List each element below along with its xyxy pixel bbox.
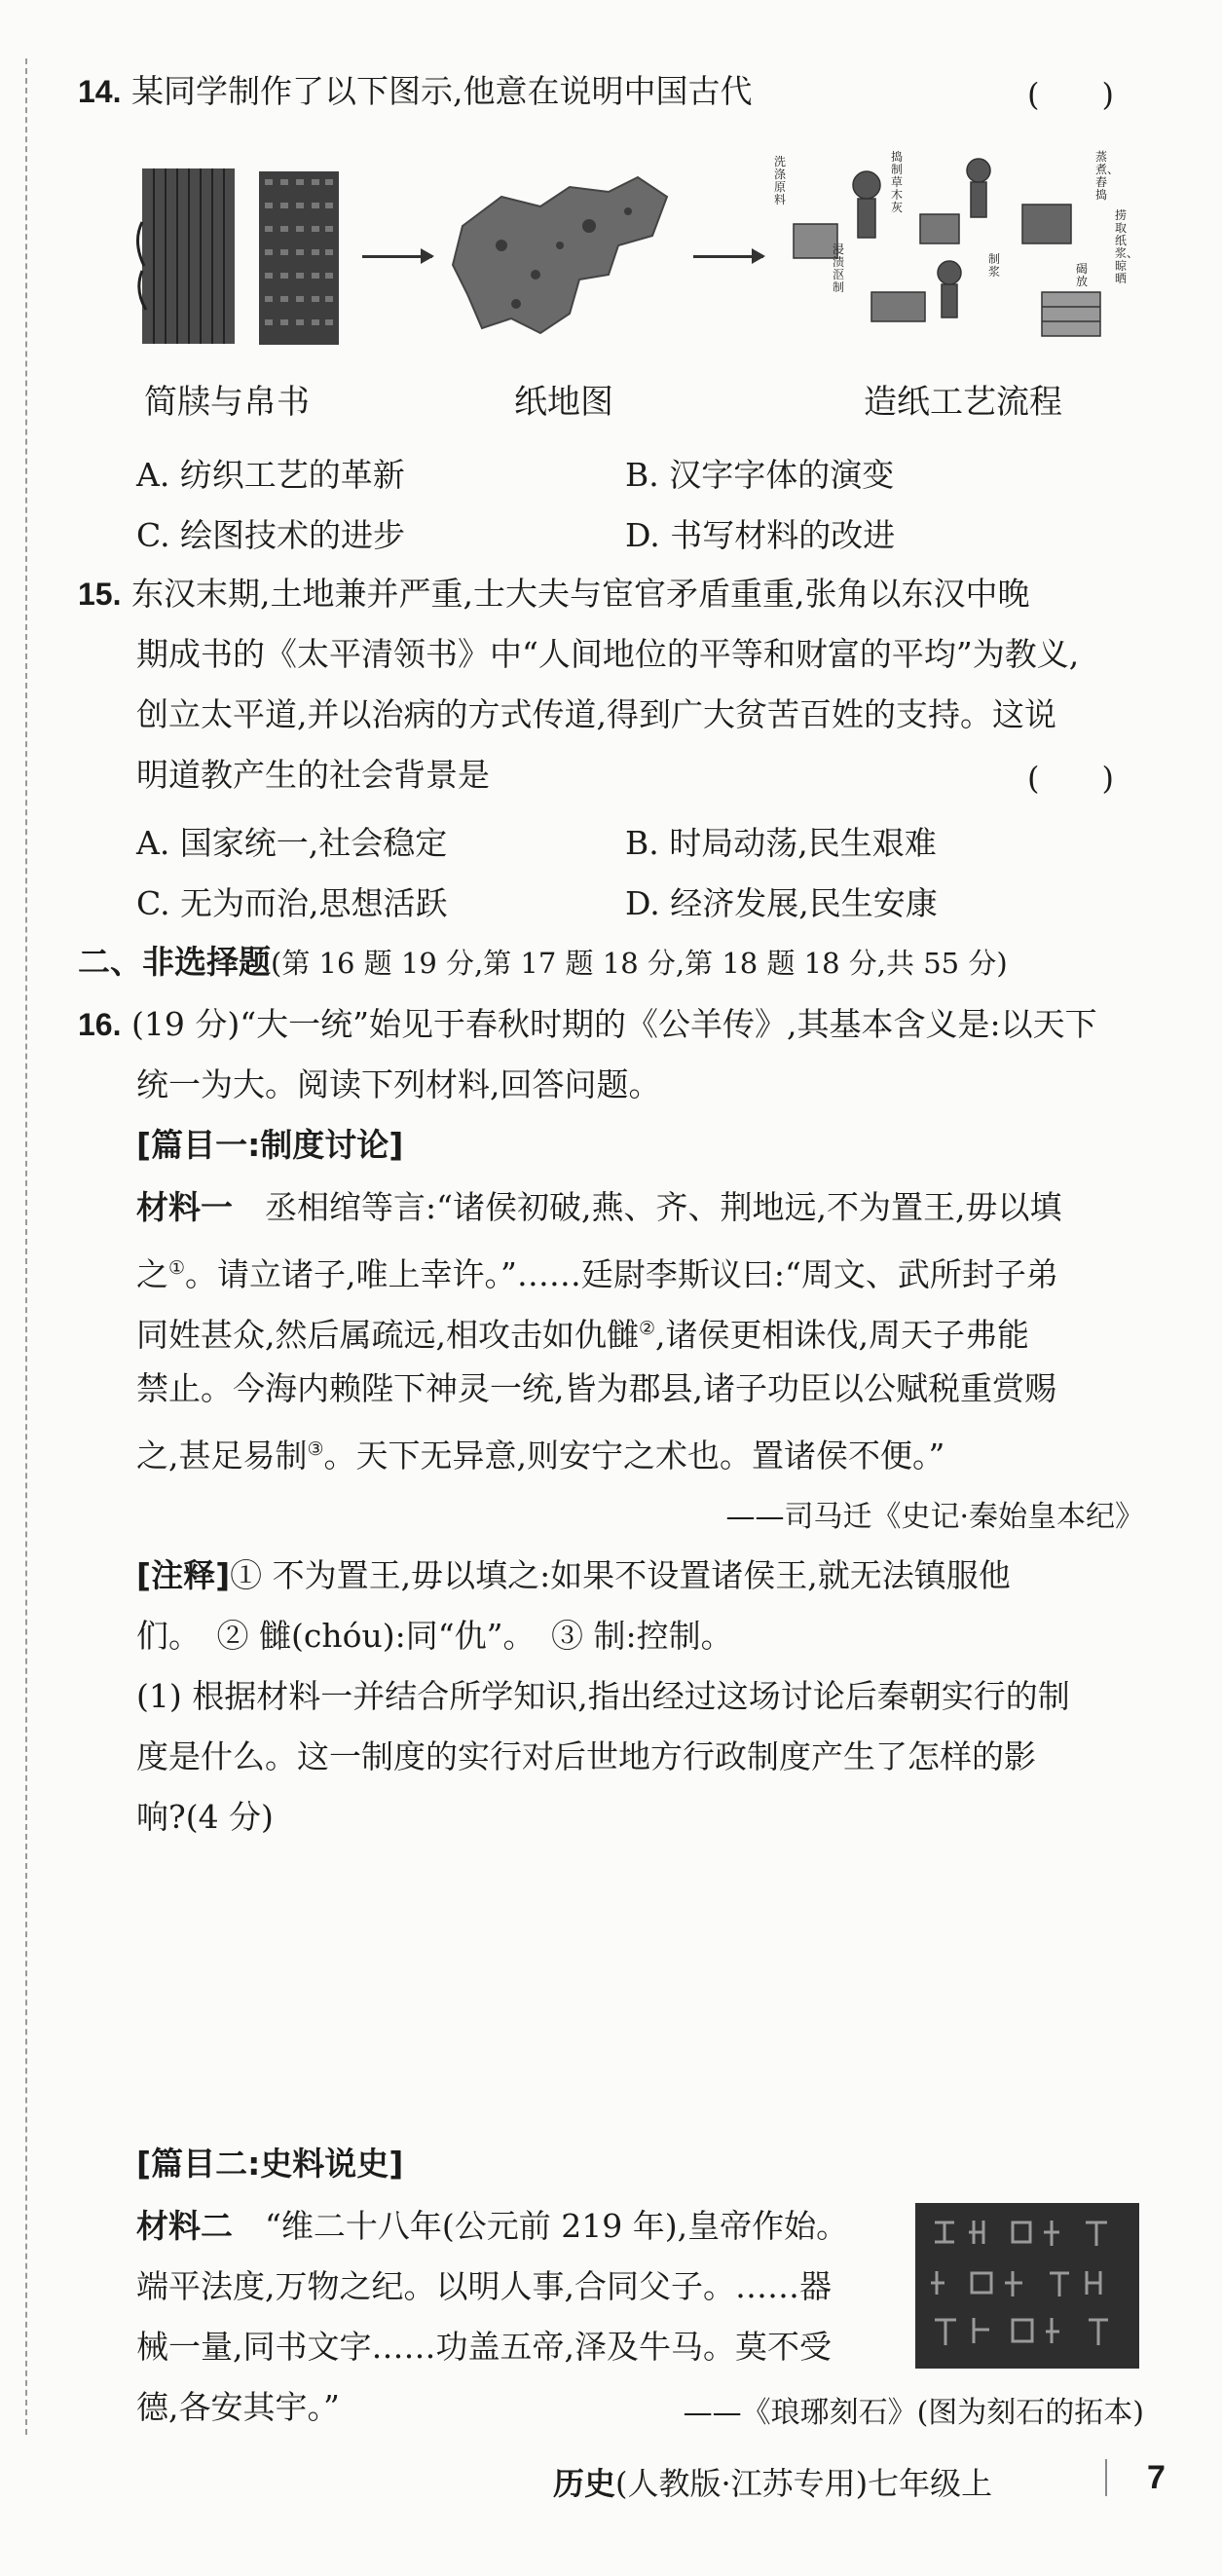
process-label: 捣制草木灰	[891, 150, 904, 214]
q15-line: 创立太平道,并以治病的方式传道,得到广大贫苦百姓的支持。这说	[136, 695, 1056, 733]
material2-line: 械一量,同书文字……功盖五帝,泽及牛马。莫不受	[136, 2328, 832, 2366]
process-label: 蒸煮、舂捣	[1095, 150, 1120, 202]
footer-title: 历史(人教版·江苏专用)七年级上	[553, 2465, 993, 2502]
part2-title: [篇目二:史料说史]	[136, 2145, 404, 2183]
caption-paper-map: 纸地图	[514, 383, 613, 422]
process-label: 洗涤原料	[774, 155, 787, 206]
material1-line: 同姓甚众,然后属疏远,相攻击如仇雠②,诸侯更相诛伐,周天子弗能	[136, 1316, 1030, 1354]
q14-answer-paren: ( )	[1027, 76, 1114, 113]
material1-line: 禁止。今海内赖陛下神灵一统,皆为郡县,诸子功臣以公赋税重赏赐	[136, 1369, 1056, 1407]
process-label: 浸渍沤制	[833, 243, 845, 294]
question1-line: 度是什么。这一制度的实行对后世地方行政制度产生了怎样的影	[136, 1737, 1036, 1775]
material1-line: 之①。请立诸子,唯上幸许。”……廷尉李斯议曰:“周文、武所封子弟	[136, 1255, 1058, 1293]
papermaking-process-figure	[774, 146, 1139, 360]
q15-option-a[interactable]: A. 国家统一,社会稳定	[136, 824, 448, 862]
q15-option-d[interactable]: D. 经济发展,民生安康	[625, 884, 938, 922]
q14-option-d[interactable]: D. 书写材料的改进	[625, 516, 896, 554]
note-line: 们。 ② 雠(chóu):同“仇”。 ③ 制:控制。	[136, 1617, 733, 1655]
process-label: 制浆	[988, 252, 1001, 279]
arrow-right-icon	[362, 255, 432, 258]
binding-dashed-line	[25, 58, 27, 2435]
footnote-ref: ①	[168, 1257, 186, 1279]
footnote-ref: ③	[307, 1438, 324, 1460]
paper-map-figure	[443, 168, 677, 343]
footnote-ref: ②	[638, 1318, 656, 1339]
q15-option-b[interactable]: B. 时局动荡,民生艰难	[625, 824, 937, 862]
note-line: [注释]① 不为置王,毋以填之:如果不设置诸侯王,就无法镇服他	[136, 1556, 1011, 1594]
material2-line: 德,各安其宇。”	[136, 2388, 340, 2426]
q14-option-b[interactable]: B. 汉字字体的演变	[625, 456, 895, 494]
question1-line: (1) 根据材料一并结合所学知识,指出经过这场讨论后秦朝实行的制	[136, 1677, 1070, 1715]
q15-answer-paren: ( )	[1027, 760, 1114, 797]
footer-divider	[1105, 2459, 1107, 2496]
stone-rubbing-figure	[915, 2203, 1139, 2369]
page-number: 7	[1147, 2459, 1166, 2496]
material1-source: ——司马迁《史记·秦始皇本纪》	[725, 1500, 1144, 1534]
material2-line: 端平法度,万物之纪。以明人事,合同父子。……器	[136, 2267, 832, 2305]
material1-line: 材料一 丞相绾等言:“诸侯初破,燕、齐、荆地远,不为置王,毋以填	[136, 1188, 1062, 1226]
material2-source: ——《琅琊刻石》(图为刻石的拓本)	[683, 2396, 1144, 2430]
process-label: 碣放	[1076, 262, 1089, 288]
q16-intro: 统一为大。阅读下列材料,回答问题。	[136, 1065, 661, 1103]
q15-option-c[interactable]: C. 无为而治,思想活跃	[136, 884, 448, 922]
caption-papermaking: 造纸工艺流程	[864, 383, 1062, 422]
part1-title: [篇目一:制度讨论]	[136, 1126, 404, 1164]
q15-line: 明道教产生的社会背景是	[136, 756, 490, 794]
q16-intro: 16. (19 分)“大一统”始见于春秋时期的《公羊传》,其基本含义是:以天下	[78, 1005, 1097, 1043]
section2-title: 二、非选择题(第 16 题 19 分,第 17 题 18 分,第 18 题 18 分,共 55 分)	[78, 943, 1008, 981]
arrow-right-icon	[693, 255, 763, 258]
caption-bamboo-silk: 简牍与帛书	[144, 383, 310, 422]
q15-line: 15. 东汉末期,土地兼并严重,士大夫与宦官矛盾重重,张角以东汉中晚	[78, 575, 1030, 613]
q14-option-c[interactable]: C. 绘图技术的进步	[136, 516, 406, 554]
material1-line: 之,甚足易制③。天下无异意,则安宁之术也。置诸侯不便。”	[136, 1437, 945, 1475]
bamboo-silk-figure	[134, 164, 349, 349]
q15-line: 期成书的《太平清领书》中“人间地位的平等和财富的平均”为教义,	[136, 635, 1080, 673]
question1-line: 响?(4 分)	[136, 1798, 274, 1836]
material2-line: 材料二 “维二十八年(公元前 219 年),皇帝作始。	[136, 2207, 849, 2245]
q14-stem: 14. 某同学制作了以下图示,他意在说明中国古代	[78, 72, 753, 110]
q14-option-a[interactable]: A. 纺织工艺的革新	[136, 456, 405, 494]
process-label: 捞取纸浆、晾晒	[1115, 208, 1139, 285]
